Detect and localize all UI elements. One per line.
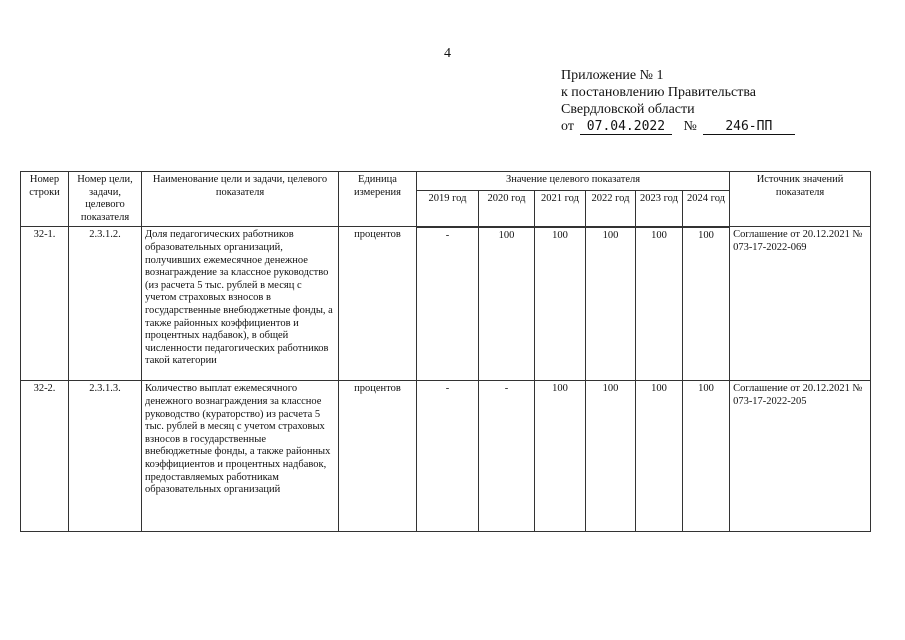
value-2022: 100 bbox=[586, 381, 636, 532]
header-year: 2021 год bbox=[535, 190, 586, 227]
appendix-date-line bbox=[561, 118, 795, 135]
header-row-number: Номер строки bbox=[21, 172, 69, 227]
source: Соглашение от 20.12.2021 № 073-17-2022-205 bbox=[730, 381, 871, 532]
table-row bbox=[21, 227, 871, 381]
resolution-number: 246-ПП bbox=[703, 119, 795, 135]
header-year: 2022 год bbox=[586, 190, 636, 227]
row-number: 32-2. bbox=[21, 381, 69, 532]
indicator-name: Доля педагогических работников образовательных организаций, получивших ежемесячное денежное вознаграждение за классное руководство (из расчета 5 тыс. рублей в месяц с учетом страховых взносов в государственные внебюджетные фонды, а также районных коэффициентов и процентных надбавок), в общей численности педагогических работников такой категории bbox=[142, 227, 339, 381]
appendix-line-3: Свердловской области bbox=[561, 102, 695, 117]
header-name: Наименование цели и задачи, целевого показателя bbox=[142, 172, 339, 227]
page-number: 4 bbox=[444, 46, 451, 61]
header-row-1 bbox=[21, 172, 871, 191]
goal-number: 2.3.1.2. bbox=[69, 227, 142, 381]
value-2019: - bbox=[417, 227, 479, 381]
header-year: 2024 год bbox=[683, 190, 730, 227]
header-year: 2019 год bbox=[417, 190, 479, 227]
value-2023: 100 bbox=[636, 381, 683, 532]
unit: процентов bbox=[339, 381, 417, 532]
value-2020: 100 bbox=[479, 227, 535, 381]
value-2024: 100 bbox=[683, 227, 730, 381]
value-2021: 100 bbox=[535, 381, 586, 532]
value-2021: 100 bbox=[535, 227, 586, 381]
appendix-line-2: к постановлению Правительства bbox=[561, 85, 757, 100]
source: Соглашение от 20.12.2021 № 073-17-2022-069 bbox=[730, 227, 871, 381]
header-source: Источник значений показателя bbox=[730, 172, 871, 227]
value-2022: 100 bbox=[586, 227, 636, 381]
header-unit: Единица измерения bbox=[339, 172, 417, 227]
header-value-group: Значение целевого показателя bbox=[417, 172, 730, 191]
number-prefix: № bbox=[683, 119, 697, 134]
table-row bbox=[21, 381, 871, 532]
appendix-block bbox=[561, 67, 795, 135]
header-goal-number: Номер цели, задачи, целевого показателя bbox=[69, 172, 142, 227]
goal-number: 2.3.1.3. bbox=[69, 381, 142, 532]
value-2024: 100 bbox=[683, 381, 730, 532]
target-indicators-table bbox=[20, 171, 871, 532]
unit: процентов bbox=[339, 227, 417, 381]
value-2020: - bbox=[479, 381, 535, 532]
value-2023: 100 bbox=[636, 227, 683, 381]
row-number: 32-1. bbox=[21, 227, 69, 381]
header-year: 2023 год bbox=[636, 190, 683, 227]
value-2019: - bbox=[417, 381, 479, 532]
indicator-name: Количество выплат ежемесячного денежного вознаграждения за классное руководство (кураторство) из расчета 5 тыс. рублей в месяц с учетом страховых взносов в государственные внебюджетные фонды, а также районных коэффициентов и процентных надбавок, предоставляемых работникам образовательных организаций bbox=[142, 381, 339, 532]
date-prefix: от bbox=[561, 119, 574, 134]
appendix-line-1: Приложение № 1 bbox=[561, 68, 664, 83]
resolution-date: 07.04.2022 bbox=[580, 119, 672, 135]
header-year: 2020 год bbox=[479, 190, 535, 227]
